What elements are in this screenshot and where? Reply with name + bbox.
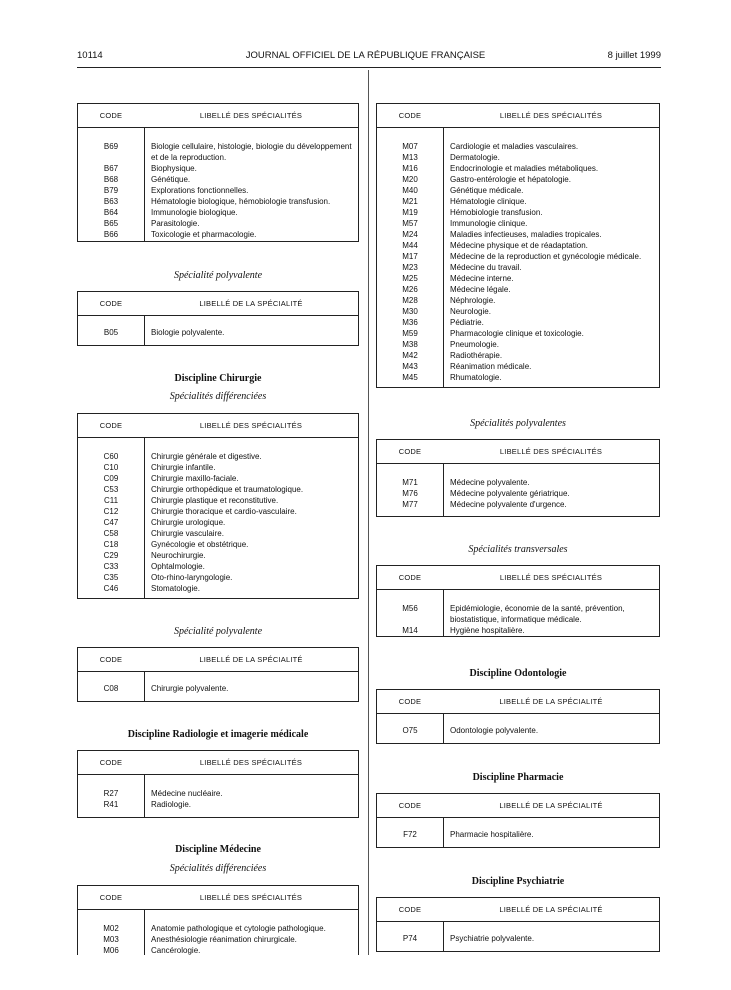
row-code: M77 <box>402 500 418 509</box>
row-code: M21 <box>402 197 418 206</box>
table-header <box>78 886 358 910</box>
table-row <box>78 484 358 495</box>
column-header-libelle: LIBELLÉ DES SPÉCIALITÉS <box>199 758 303 767</box>
table-row <box>377 218 659 229</box>
row-label: Explorations fonctionnelles. <box>151 186 249 195</box>
row-label: Ophtalmologie. <box>151 562 205 571</box>
table-row <box>377 251 659 262</box>
table-row <box>78 583 358 594</box>
row-code: M20 <box>402 175 418 184</box>
row-label: Odontologie polyvalente. <box>450 726 539 735</box>
column-header-libelle: LIBELLÉ DES SPÉCIALITÉS <box>499 447 603 456</box>
row-code: M30 <box>402 307 418 316</box>
table-row <box>377 141 659 152</box>
column-header-libelle: LIBELLÉ DE LA SPÉCIALITÉ <box>199 655 303 664</box>
table-psychiatrie <box>376 897 660 952</box>
row-code: O75 <box>402 726 418 735</box>
column-header-libelle: LIBELLÉ DES SPÉCIALITÉS <box>499 573 603 582</box>
row-label: Chirurgie polyvalente. <box>151 684 229 693</box>
row-code: B69 <box>103 142 119 151</box>
table-row <box>78 799 358 810</box>
row-code: M44 <box>402 241 418 250</box>
column-header-libelle: LIBELLÉ DE LA SPÉCIALITÉ <box>499 697 603 706</box>
row-code: M02 <box>103 924 119 933</box>
column-header-code: CODE <box>99 893 123 902</box>
row-code: B67 <box>103 164 119 173</box>
row-label: Chirurgie générale et digestive. <box>151 452 262 461</box>
column-header-libelle: LIBELLÉ DES SPÉCIALITÉS <box>199 421 303 430</box>
table-row <box>78 495 358 506</box>
table-header <box>377 440 659 464</box>
table-row <box>78 506 358 517</box>
table-chirurgie <box>77 413 359 599</box>
row-label: Médecine polyvalente d'urgence. <box>450 500 567 509</box>
row-code: M42 <box>402 351 418 360</box>
table-medecine-polyvalente <box>376 439 660 517</box>
subheading-med-differenciees: Spécialités différenciées <box>169 863 267 874</box>
row-code: B68 <box>103 175 119 184</box>
table-row <box>78 945 358 956</box>
row-label: Toxicologie et pharmacologie. <box>151 230 257 239</box>
heading-radiologie: Discipline Radiologie et imagerie médicale <box>127 729 309 740</box>
column-header-libelle: LIBELLÉ DE LA SPÉCIALITÉ <box>499 801 603 810</box>
heading-pharmacie: Discipline Pharmacie <box>472 772 564 783</box>
column-header-code: CODE <box>398 111 422 120</box>
row-code: P74 <box>402 934 418 943</box>
publication-date: 8 juillet 1999 <box>607 50 661 61</box>
table-radiologie <box>77 750 359 818</box>
row-label: Oto-rhino-laryngologie. <box>151 573 233 582</box>
table-row <box>377 284 659 295</box>
table-row <box>78 572 358 583</box>
table-header <box>377 794 659 818</box>
heading-psychiatrie: Discipline Psychiatrie <box>471 876 565 887</box>
row-code: M57 <box>402 219 418 228</box>
row-label: Chirurgie thoracique et cardio-vasculaire. <box>151 507 297 516</box>
row-code: B63 <box>103 197 119 206</box>
table-row <box>78 934 358 945</box>
row-code: C33 <box>103 562 119 571</box>
table-row <box>78 229 358 240</box>
row-label: Endocrinologie et maladies métaboliques. <box>450 164 599 173</box>
table-chirurgie-polyvalente <box>77 647 359 702</box>
row-code: M19 <box>402 208 418 217</box>
column-header-code: CODE <box>398 697 422 706</box>
row-label: Génétique médicale. <box>450 186 524 195</box>
row-code: M59 <box>402 329 418 338</box>
column-header-libelle: LIBELLÉ DES SPÉCIALITÉS <box>199 893 303 902</box>
row-label: Radiothérapie. <box>450 351 503 360</box>
subheading-bio-polyvalente: Spécialité polyvalente <box>173 270 263 281</box>
journal-title: JOURNAL OFFICIEL DE LA RÉPUBLIQUE FRANÇAISE <box>245 50 486 61</box>
row-label: Biophysique. <box>151 164 197 173</box>
table-row <box>377 262 659 273</box>
heading-chirurgie: Discipline Chirurgie <box>174 373 262 384</box>
row-code: M56 <box>402 604 418 613</box>
row-label: Chirurgie infantile. <box>151 463 216 472</box>
row-code: C10 <box>103 463 119 472</box>
row-code: C18 <box>103 540 119 549</box>
row-label: Médecine de la reproduction et gynécologie médicale. <box>450 252 642 261</box>
table-row <box>377 829 659 840</box>
table-row <box>78 683 358 694</box>
table-row <box>78 141 358 163</box>
table-row <box>377 240 659 251</box>
row-label: Hématologie biologique, hémobiologie transfusion. <box>151 197 331 206</box>
row-code: M17 <box>402 252 418 261</box>
table-header <box>377 566 659 590</box>
row-code: F72 <box>403 830 417 839</box>
row-label: Médecine nucléaire. <box>151 789 223 798</box>
column-header-code: CODE <box>99 655 123 664</box>
table-row <box>377 196 659 207</box>
row-code: M24 <box>402 230 418 239</box>
table-row <box>78 473 358 484</box>
table-row <box>377 207 659 218</box>
row-label: Gynécologie et obstétrique. <box>151 540 249 549</box>
table-medecine-part2 <box>376 103 660 388</box>
table-row <box>78 550 358 561</box>
table-row <box>78 185 358 196</box>
row-label: Hygiène hospitalière. <box>450 626 525 635</box>
table-row <box>377 174 659 185</box>
row-code: B05 <box>103 328 119 337</box>
table-row <box>377 933 659 944</box>
row-label: Epidémiologie, économie de la santé, prévention, biostatistique, informatique médicale. <box>450 604 625 624</box>
row-code: M43 <box>402 362 418 371</box>
row-label: Dermatologie. <box>450 153 500 162</box>
row-label: Immunologie biologique. <box>151 208 238 217</box>
row-label: Biologie cellulaire, histologie, biologie du développement et de la reproduction. <box>151 142 352 162</box>
row-code: M76 <box>402 489 418 498</box>
table-row <box>377 361 659 372</box>
table-row <box>377 273 659 284</box>
table-header <box>377 898 659 922</box>
row-label: Médecine polyvalente gériatrique. <box>450 489 570 498</box>
table-header <box>78 414 358 438</box>
row-label: Hématologie clinique. <box>450 197 527 206</box>
table-medecine-part1 <box>77 885 359 955</box>
row-label: Cancérologie. <box>151 946 201 955</box>
table-row <box>377 350 659 361</box>
table-row <box>377 185 659 196</box>
table-row <box>377 152 659 163</box>
row-label: Pédiatrie. <box>450 318 484 327</box>
row-code: B64 <box>103 208 119 217</box>
row-code: M36 <box>402 318 418 327</box>
row-code: R27 <box>103 789 119 798</box>
table-row <box>78 327 358 338</box>
table-odontologie <box>376 689 660 744</box>
column-header-libelle: LIBELLÉ DE LA SPÉCIALITÉ <box>499 905 603 914</box>
row-label: Médecine polyvalente. <box>450 478 530 487</box>
table-row <box>377 163 659 174</box>
row-code: B66 <box>103 230 119 239</box>
row-label: Parasitologie. <box>151 219 200 228</box>
subheading-chir-polyvalente: Spécialité polyvalente <box>173 626 263 637</box>
subheading-med-polyvalentes: Spécialités polyvalentes <box>470 418 566 429</box>
column-divider <box>368 70 369 955</box>
row-code: M71 <box>402 478 418 487</box>
table-row <box>78 218 358 229</box>
table-row <box>78 517 358 528</box>
table-row <box>377 725 659 736</box>
row-code: C08 <box>103 684 119 693</box>
row-code: M03 <box>103 935 119 944</box>
row-label: Stomatologie. <box>151 584 200 593</box>
table-row <box>78 561 358 572</box>
table-header <box>78 751 358 775</box>
row-code: C35 <box>103 573 119 582</box>
row-label: Pneumologie. <box>450 340 499 349</box>
row-code: C12 <box>103 507 119 516</box>
row-code: M25 <box>402 274 418 283</box>
table-row <box>377 488 659 499</box>
table-header <box>78 648 358 672</box>
table-row <box>377 306 659 317</box>
table-row <box>377 603 659 625</box>
page-number: 10114 <box>77 50 103 61</box>
row-code: M07 <box>402 142 418 151</box>
row-code: C29 <box>103 551 119 560</box>
row-label: Neurochirurgie. <box>151 551 206 560</box>
row-label: Immunologie clinique. <box>450 219 528 228</box>
row-label: Chirurgie orthopédique et traumatologique. <box>151 485 304 494</box>
row-code: M40 <box>402 186 418 195</box>
row-code: B65 <box>103 219 119 228</box>
table-pharmacie <box>376 793 660 848</box>
table-row <box>78 207 358 218</box>
row-code: M28 <box>402 296 418 305</box>
table-row <box>78 462 358 473</box>
row-label: Médecine légale. <box>450 285 511 294</box>
row-code: M13 <box>402 153 418 162</box>
table-row <box>377 229 659 240</box>
table-row <box>78 196 358 207</box>
table-row <box>78 451 358 462</box>
table-row <box>78 788 358 799</box>
table-row <box>377 499 659 510</box>
column-header-code: CODE <box>398 447 422 456</box>
row-label: Médecine physique et de réadaptation. <box>450 241 588 250</box>
row-label: Psychiatrie polyvalente. <box>450 934 535 943</box>
row-code: C60 <box>103 452 119 461</box>
row-label: Réanimation médicale. <box>450 362 532 371</box>
row-label: Chirurgie plastique et reconstitutive. <box>151 496 279 505</box>
row-code: C09 <box>103 474 119 483</box>
table-row <box>78 528 358 539</box>
column-header-code: CODE <box>398 573 422 582</box>
row-label: Biologie polyvalente. <box>151 328 225 337</box>
row-code: M38 <box>402 340 418 349</box>
column-header-libelle: LIBELLÉ DES SPÉCIALITÉS <box>499 111 603 120</box>
row-label: Chirurgie maxillo-faciale. <box>151 474 239 483</box>
row-code: M14 <box>402 626 418 635</box>
row-label: Médecine du travail. <box>450 263 522 272</box>
table-row <box>377 328 659 339</box>
column-header-libelle: LIBELLÉ DES SPÉCIALITÉS <box>199 111 303 120</box>
column-header-code: CODE <box>398 905 422 914</box>
row-label: Hémobiologie transfusion. <box>450 208 543 217</box>
row-code: B79 <box>103 186 119 195</box>
row-label: Anesthésiologie réanimation chirurgicale. <box>151 935 297 944</box>
heading-medecine: Discipline Médecine <box>175 844 261 855</box>
column-header-code: CODE <box>99 299 123 308</box>
row-label: Néphrologie. <box>450 296 496 305</box>
table-row <box>78 923 358 934</box>
column-header-code: CODE <box>398 801 422 810</box>
row-code: M06 <box>103 946 119 955</box>
row-code: C11 <box>103 496 119 505</box>
row-code: M45 <box>402 373 418 382</box>
row-label: Chirurgie urologique. <box>151 518 226 527</box>
row-label: Pharmacologie clinique et toxicologie. <box>450 329 584 338</box>
table-biologie <box>77 103 359 242</box>
row-label: Médecine interne. <box>450 274 514 283</box>
table-row <box>377 339 659 350</box>
row-code: C58 <box>103 529 119 538</box>
heading-odontologie: Discipline Odontologie <box>469 668 567 679</box>
table-header <box>78 104 358 128</box>
table-row <box>78 174 358 185</box>
row-label: Chirurgie vasculaire. <box>151 529 224 538</box>
header-rule <box>77 67 661 68</box>
row-label: Génétique. <box>151 175 191 184</box>
row-code: C46 <box>103 584 119 593</box>
table-row <box>377 372 659 383</box>
row-label: Neurologie. <box>450 307 491 316</box>
row-code: C53 <box>103 485 119 494</box>
subheading-chir-differenciees: Spécialités différenciées <box>169 391 267 402</box>
row-code: M16 <box>402 164 418 173</box>
row-label: Maladies infectieuses, maladies tropicales. <box>450 230 602 239</box>
table-row <box>377 295 659 306</box>
table-medecine-transversales <box>376 565 660 637</box>
table-header <box>78 292 358 316</box>
column-header-libelle: LIBELLÉ DE LA SPÉCIALITÉ <box>199 299 303 308</box>
table-row <box>78 539 358 550</box>
row-code: M23 <box>402 263 418 272</box>
table-row <box>377 477 659 488</box>
table-row <box>377 625 659 636</box>
column-header-code: CODE <box>99 421 123 430</box>
row-label: Rhumatologie. <box>450 373 502 382</box>
row-label: Anatomie pathologique et cytologie pathologique. <box>151 924 326 933</box>
table-header <box>377 690 659 714</box>
row-label: Cardiologie et maladies vasculaires. <box>450 142 579 151</box>
row-label: Radiologie. <box>151 800 192 809</box>
table-header <box>377 104 659 128</box>
column-header-code: CODE <box>99 111 123 120</box>
row-code: R41 <box>103 800 119 809</box>
table-row <box>78 163 358 174</box>
subheading-med-transversales: Spécialités transversales <box>468 544 568 555</box>
row-code: C47 <box>103 518 119 527</box>
row-label: Gastro-entérologie et hépatologie. <box>450 175 571 184</box>
table-biologie-polyvalente <box>77 291 359 346</box>
row-label: Pharmacie hospitalière. <box>450 830 534 839</box>
table-row <box>377 317 659 328</box>
column-header-code: CODE <box>99 758 123 767</box>
row-code: M26 <box>402 285 418 294</box>
